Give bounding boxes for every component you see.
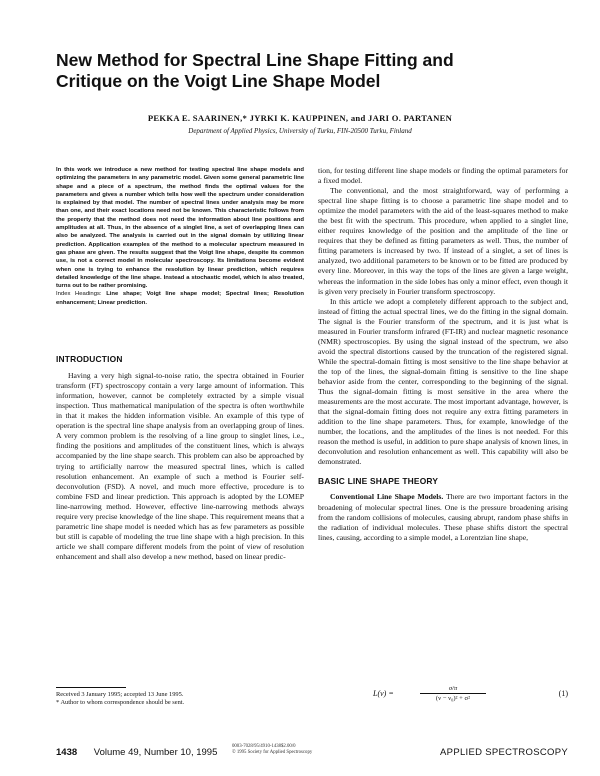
copyright-line-2: © 1995 Society for Applied Spectroscopy [232,750,313,755]
equation-lhs: L(ν) = [373,689,394,698]
author-list: PEKKA E. SAARINEN,* JYRKI K. KAUPPINEN, and JARI O. PARTANEN [147,113,453,123]
right-paragraph-2: The conventional, and the most straightforward, way of performing a spectral line shape fitting is to choose a parametric line shape model and to optimize the model parameters with the aid of the least-squares method to make the best fit with the spectrum. This procedure, when applied to a singlet line, either requires knowledge of the position and the amplitude of the line or requires that they be defined as fitting parameters as well. Thus, the number of fitting parameters is increased by two. If instead of a singlet, a set of lines is analyzed, two additional parameters to be known or to be fitted are produced by every line. Moreover, in this way the tops of the lines are given a large weight, whereas the information in the side lobes has only a minor effect, even though it is given very precisely in Fourier transform spectroscopy. [318,186,568,296]
right-paragraph-1: tion, for testing different line shape models or finding the optimal parameters for a fixed model. [318,166,568,186]
introduction-heading: INTRODUCTION [56,354,123,365]
runin-heading: Conventional Line Shape Models. [330,492,444,502]
page-number: 1438 [56,747,78,758]
left-column [56,166,304,562]
copyright-line-1: 0003-7028/95/4910-1438$2.00/0 [232,744,296,749]
right-paragraph-3: In this article we adopt a completely different approach to the subject and, instead of fitting the actual spectral lines, we do the fitting in the signal domain. The signal is the Fourier transform of the spectrum, and it is just what is measured in Fourier transform infrared (FT-IR) and nuclear magnetic resonance (NMR) spectroscopies. By using the signal instead of the spectrum, we also avoid the spectral distortions caused by the truncation of the registered signal. While the spectral-domain fitting is most sensitive to the line shape behavior at the top of the lines, the signal-domain fitting is sensitive to the line shape behavior aside from the center, corresponding to the beginning of the signal. Thus the signal-domain fitting is most sensitive in the area where the measurements are the most accurate. The most important advantage, however, is that the signal-domain fitting does not require any extra fitting parameters in addition to the line shape parameters. Thus, for example, knowledge of the number, the locations, and the amplitudes of the lines is not needed. For this reason the method is useful, in addition to pure shape analysis of known lines, in deconvolution and resolution enhancement as well. This capability will also be demonstrated. [318,296,568,467]
title-line-1: New Method for Spectral Line Shape Fitting and [56,50,454,70]
equation-numerator: σ/π [420,685,486,694]
equation-denominator: (ν − ν₀)² + σ² [435,695,471,702]
equation-number: (1) [558,689,568,698]
footnote-rule [56,687,126,688]
title-line-2: Critique on the Voigt Line Shape Model [56,71,381,91]
index-headings [56,290,304,307]
footnote-received: Received 3 January 1995; accepted 13 June 1995. [56,691,184,698]
footer-copyright [232,744,372,756]
equation-fraction [420,685,486,702]
right-column [318,166,568,543]
affiliation: Department of Applied Physics, University of Turku, FIN-20500 Turku, Finland [188,127,412,135]
basic-line-shape-theory-heading: BASIC LINE SHAPE THEORY [318,476,439,487]
index-headings-terms: Line shape; Voigt line shape model; Spectral lines; Resolution enhancement; Linear prediction. [56,291,305,306]
index-headings-label: Index Headings: [56,291,102,298]
equation-1 [318,685,568,705]
abstract: In this work we introduce a new method for testing spectral line shape models and optimizing the parameters in any parametric model. Given some general parametric line shape and a piece of a spectrum, the method finds the optimal values for the parameters and gives a number which tells how well the spectrum under consideration is explained by that model. The number of spectral lines under analysis may be more than one, and their exact locations need not be known. This characteristic follows from the property that the method does not need the information about line positions and amplitudes at all. Thus, in the absence of a singlet line, a set of overlapping lines can also be analyzed. The analysis is carried out in the signal domain by utilizing linear prediction. Application examples of the method to a molecular spectrum measured in gas phase are given. The results suggest that the Voigt line shape, despite its common use, is not a correct model in molecular spectroscopy. Its limitations become evident when one is trying to enhance the resolution by linear prediction, which requires detailed knowledge of the line shape. Instead a stochastic model, which is also treated, turns out to be rather promising. [56,167,304,290]
introduction-paragraph: Having a very high signal-to-noise ratio, the spectra obtained in Fourier transform (FT) spectroscopy contain a very large amount of information. This information, however, cannot be completely extracted by a simple visual inspection. Thus mathematical manipulation of the spectra is often worthwhile in that it makes the hidden information visible. An example of this type of operation is the spectral line shape analysis from an overlapping group of lines. A very common problem is the resolving of a line group to singlet lines, i.e., finding the positions and amplitudes of the constituent lines, which is always accompanied by the line shape search. This problem can also be approached by trying to artificially narrow the measured spectral lines, which is called resolution enhancement. An example of such a method is Fourier self-deconvolution (FSD). A novel, and much more effective, procedure is to combine FSD and linear prediction. This approach is adopted by the LOMEP line-narrowing method. However, effective line-narrowing methods always require very precise knowledge of the line shape. This requirement means that a parametric line shape model is needed which has as few parameters as possible but still is capable of modeling the true line shape with a high precision. In this article we shall compare different models from the point of view of resolution enhancement and shall also develop a new method, based on linear predic- [56,371,304,561]
right-paragraph-4-text: There are two important factors in the broadening of molecular spectral lines. One is the pressure broadening arising from the random collisions of molecules, causing abrupt, random phase shifts in the radiation of individual molecules. These phase shifts distort the spectral lines, causing, according to a simple model, a Lorentzian line shape, [318,492,568,542]
issue-info: Volume 49, Number 10, 1995 [93,747,218,758]
right-paragraph-4 [318,492,568,542]
footnote-corresponding-author: * Author to whom correspondence should be sent. [56,699,185,706]
article-title [56,50,556,92]
journal-name: APPLIED SPECTROSCOPY [440,747,568,758]
footer-left [56,747,217,758]
